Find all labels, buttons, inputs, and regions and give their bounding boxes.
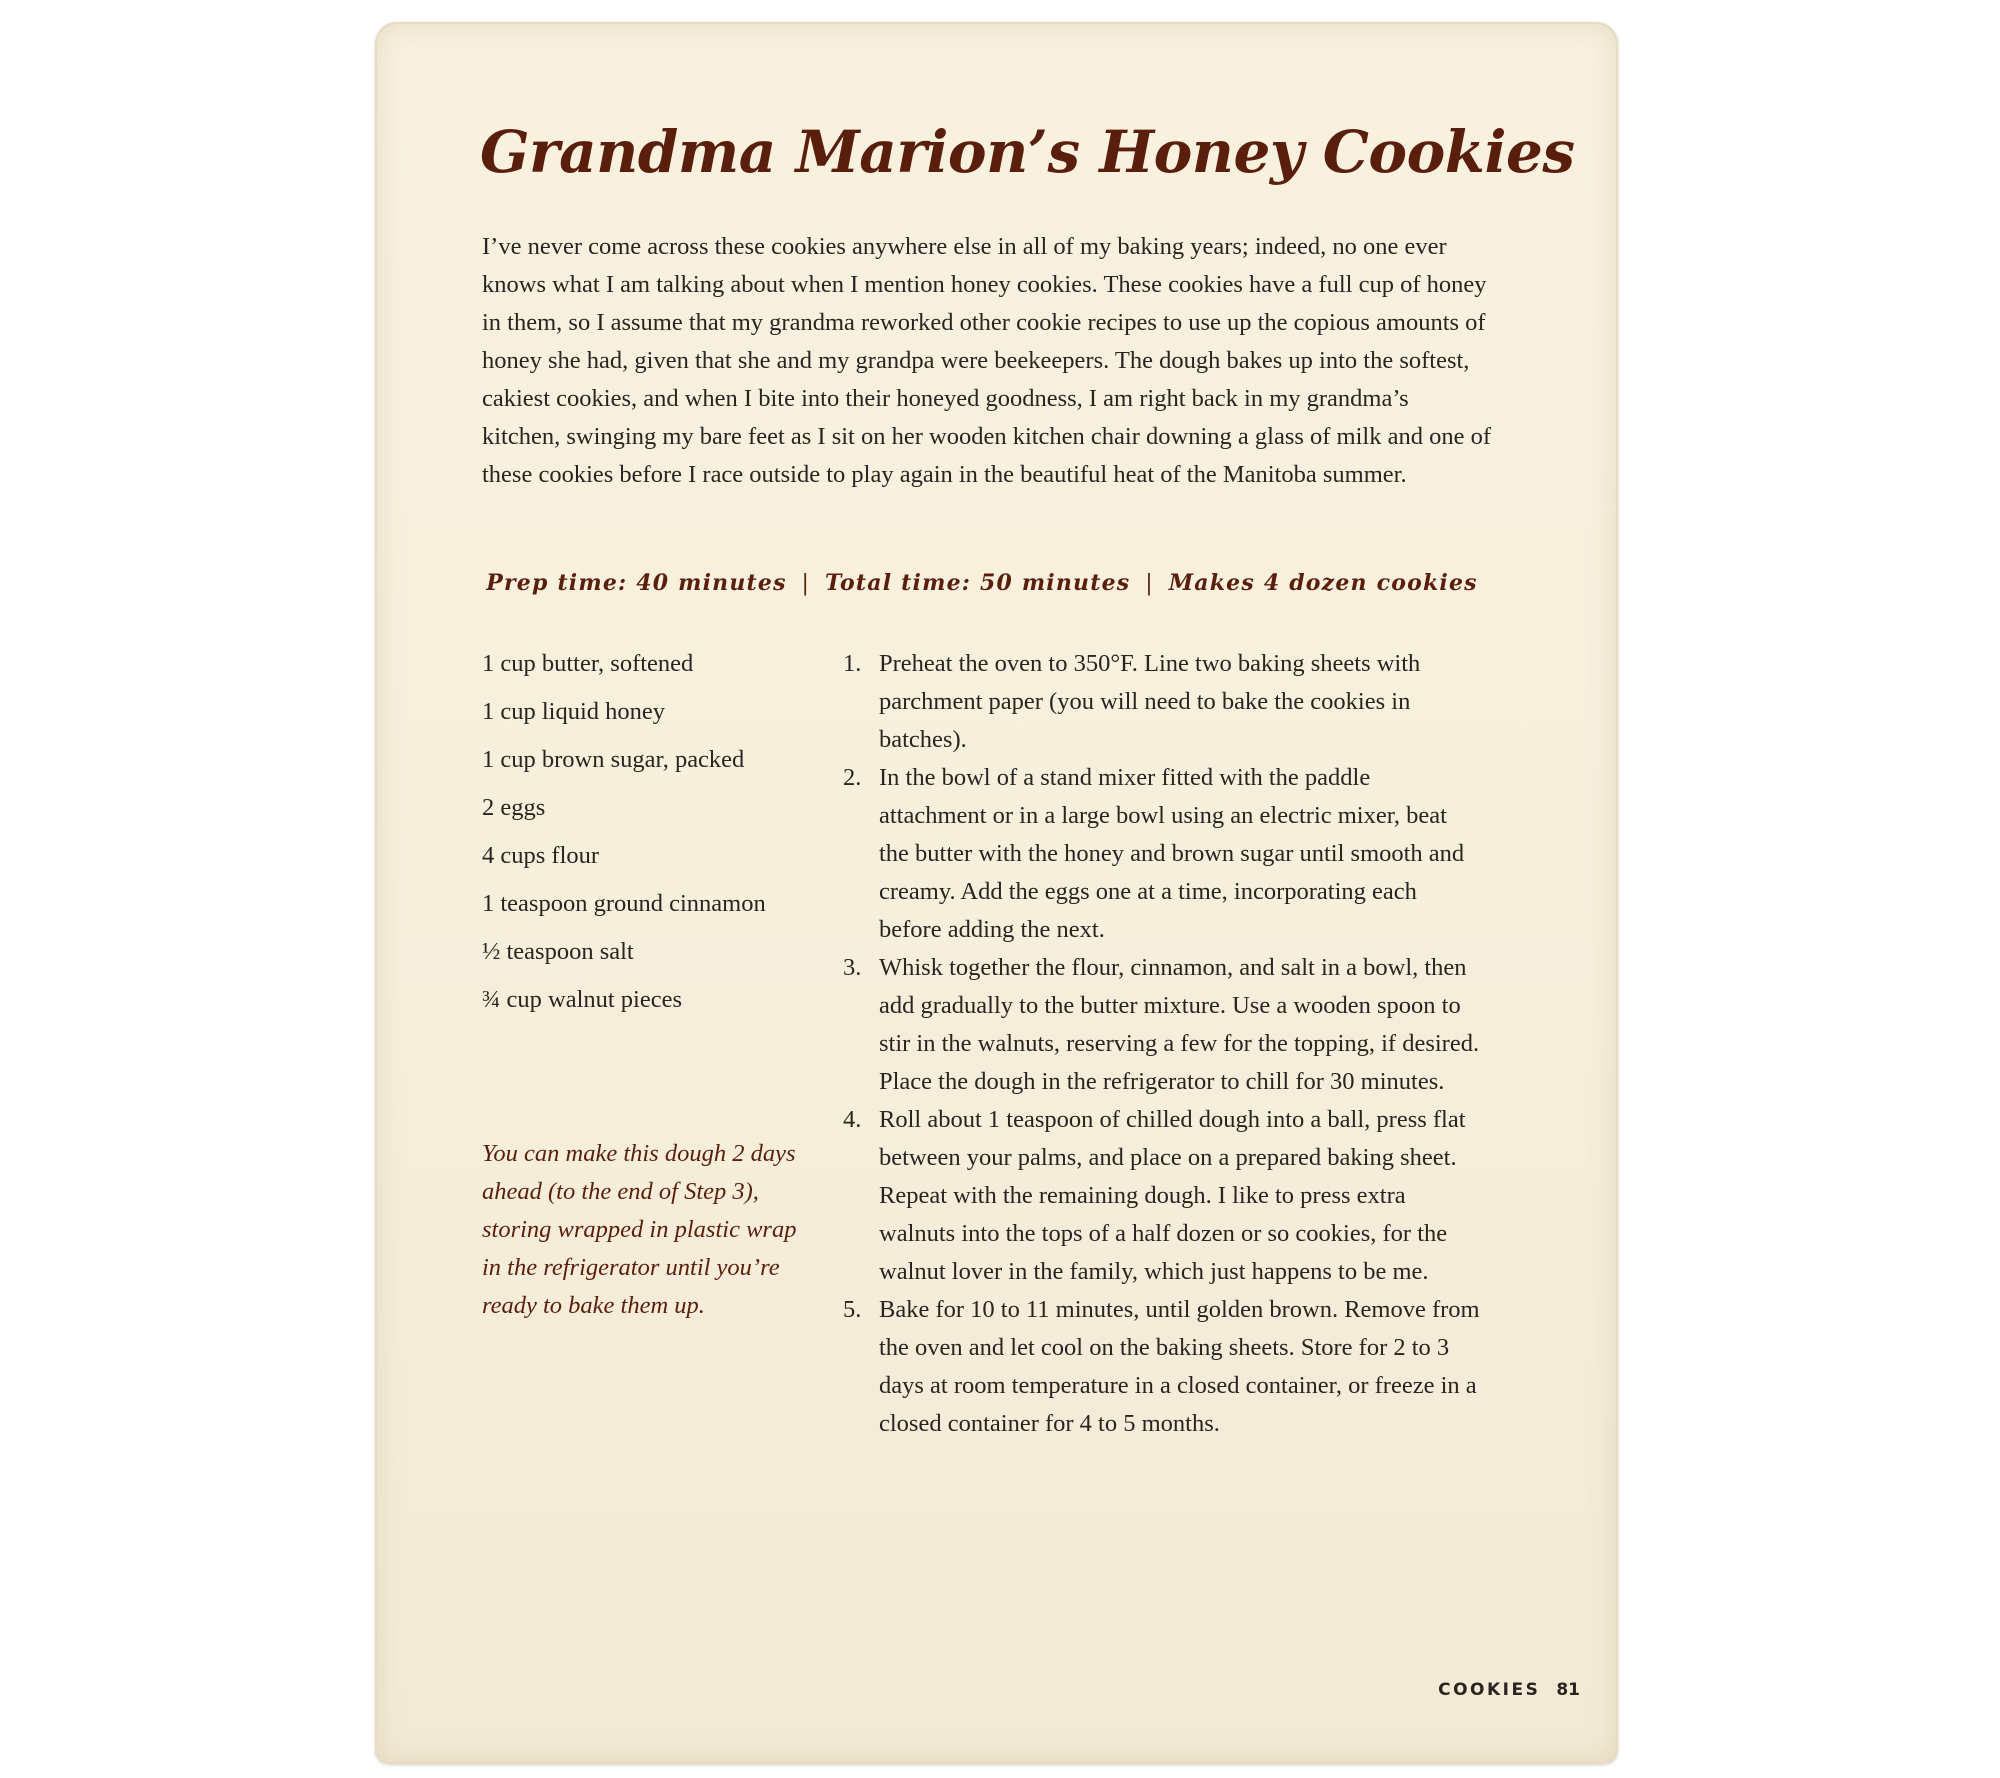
page-footer — [1380, 1680, 1580, 1700]
method-steps — [843, 645, 1483, 1443]
yield: Makes 4 dozen cookies — [1168, 570, 1478, 596]
ingredient-item: ¾ cup walnut pieces — [482, 986, 683, 1013]
ingredient-item: 4 cups flour — [482, 842, 600, 869]
step-text: Bake for 10 to 11 minutes, until golden brown. Remove from the oven and let cool on the baking sheets. Store for 2 to 3 days at room temperature in a closed container, or freeze in a closed container for 4 to 5 months. — [879, 1296, 1480, 1437]
meta-separator: | — [801, 571, 811, 596]
step-item — [843, 645, 1483, 759]
step-text: Roll about 1 teaspoon of chilled dough into a ball, press flat between your palms, and place on a prepared baking sheet. Repeat with the remaining dough. I like to press extra walnuts into the tops of a half dozen or so cookies, for the walnut lover in the family, which just happens to be me. — [879, 1106, 1466, 1285]
ingredient-item: 1 cup brown sugar, packed — [482, 746, 745, 773]
recipe-intro: I’ve never come across these cookies anywhere else in all of my baking years; indeed, no one ever knows what I am talking about when I mention honey cookies. These cookies have a full cup of honey in them, so I assume that my grandma reworked other cookie recipes to use up the copious amounts of honey she had, given that she and my grandpa were beekeepers. The dough bakes up into the softest, cakiest cookies, and when I bite into their honeyed goodness, I am right back in my grandma’s kitchen, swinging my bare feet as I sit on her wooden kitchen chair downing a glass of milk and one of these cookies before I race outside to play again in the beautiful heat of the Manitoba summer. — [482, 233, 1492, 488]
prep-time: Prep time: 40 minutes — [486, 570, 787, 596]
meta-separator: | — [1145, 571, 1154, 596]
step-item — [843, 949, 1483, 1101]
step-number: 3. — [843, 954, 862, 981]
step-number: 5. — [843, 1296, 862, 1323]
step-number: 4. — [843, 1106, 862, 1133]
step-item — [843, 1101, 1483, 1291]
step-item — [843, 759, 1483, 949]
ingredient-item: 1 cup liquid honey — [482, 698, 666, 725]
step-number: 2. — [843, 764, 862, 791]
page-number: 81 — [1556, 1680, 1580, 1700]
section-label: COOKIES — [1438, 1680, 1541, 1700]
recipe-title: Grandma Marion’s Honey Cookies — [480, 118, 1575, 186]
ingredient-list — [482, 645, 766, 1029]
make-ahead-tip: You can make this dough 2 days ahead (to the end of Step 3), storing wrapped in plastic wrap in the refrigerator until you’re ready to bake them up. — [482, 1140, 797, 1319]
step-text: Whisk together the flour, cinnamon, and salt in a bowl, then add gradually to the butter mixture. Use a wooden spoon to stir in the walnuts, reserving a few for the topping, if desired. Place the dough in the refrigerator to chill for 30 minutes. — [879, 954, 1480, 1095]
step-item — [843, 1291, 1483, 1443]
ingredient-item: ½ teaspoon salt — [482, 938, 634, 965]
total-time: Total time: 50 minutes — [825, 570, 1131, 596]
step-text: In the bowl of a stand mixer fitted with the paddle attachment or in a large bowl using an electric mixer, beat the butter with the honey and brown sugar until smooth and creamy. Add the eggs one at a time, incorporating each before adding the next. — [879, 764, 1465, 943]
ingredient-item: 2 eggs — [482, 794, 546, 821]
ingredient-item: 1 cup butter, softened — [482, 650, 694, 677]
step-text: Preheat the oven to 350°F. Line two baking sheets with parchment paper (you will need to bake the cookies in batches). — [879, 650, 1421, 753]
step-number: 1. — [843, 650, 862, 677]
recipe-meta — [482, 570, 1482, 596]
ingredient-item: 1 teaspoon ground cinnamon — [482, 890, 766, 917]
